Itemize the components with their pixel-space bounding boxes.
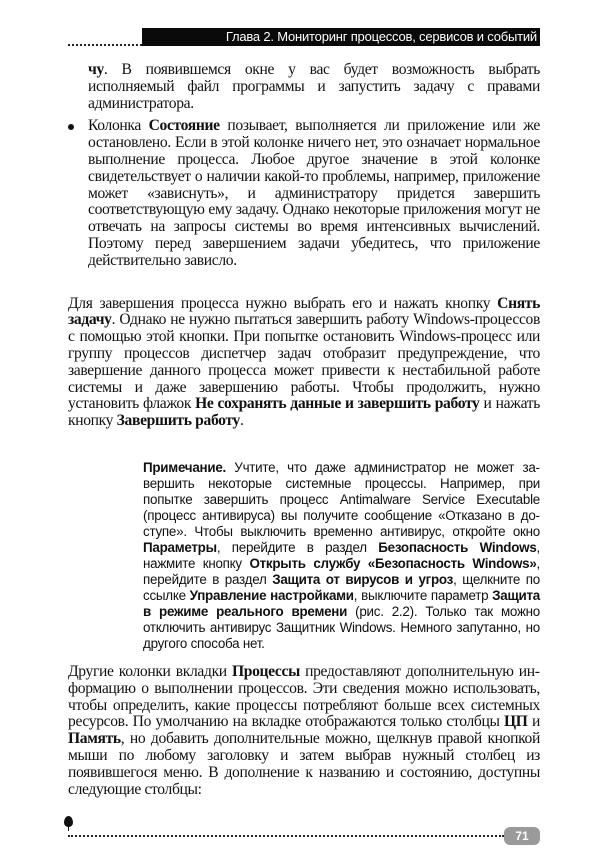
text-run: Колонка: [88, 117, 149, 135]
bold-term: Не сохранять данные и завершить работу: [195, 395, 480, 413]
bold-term: Примечание.: [143, 459, 227, 475]
text-run: , но добавить дополнительные можно, щелкнув правой кнопкой мыши по любому заголовку и затем выбрав нужный столбец из появившегося меню. В дополнение к названию и состоянию, доступны следующие столбцы:: [68, 730, 540, 798]
note-block: [143, 460, 540, 652]
text-run: , нажмите кнопку: [143, 539, 541, 571]
bold-term: Параметры: [143, 539, 217, 555]
text-run: . В появившемся окне у вас будет возможность выбрать исполняемый файл программы и запустить задачу с правами администратора.: [88, 61, 540, 112]
bullet-item: [68, 118, 540, 269]
bold-term: Открыть службу «Безопасность Windows»: [249, 555, 537, 571]
text-run: . Однако не нужно пытаться завершить работу Windows-процессов с помощью этой кнопки. При попытке остановить Windows-процесс или группу процессов диспетчер задач отобразит предупреждение, что завершение данного процесса может привести к нестабильной работе системы и даже завершению работы. Чтобы продолжить, нужно установить флажок: [68, 311, 540, 413]
bold-term: Защита в режиме реального времени: [143, 587, 540, 619]
text-run: Другие колонки вкладки: [68, 662, 232, 680]
text-run: и: [527, 713, 540, 731]
bold-term: Снять задачу: [68, 294, 540, 329]
bold-term: чу: [88, 61, 104, 78]
text-run: , перейдите в раздел: [216, 539, 379, 555]
paragraph-end-task: [68, 296, 540, 430]
header-dotted-rule: [68, 44, 142, 46]
bullet-icon: [68, 124, 74, 130]
bold-term: Управление настройками: [189, 587, 354, 603]
text-run: .: [239, 412, 244, 430]
text-run: предоставляют дополнительную информацию о выполнении процессов. Эти сведения можно использовать, чтобы определить, какие процессы потребляют больше всех системных ресурсов. По умолчанию на вкладке отображаются только столбцы: [68, 662, 540, 731]
footer-area: [0, 812, 600, 852]
text-run: (рис. 2.2). Только так можно отключить антивирус Защитник Windows. Немного запутанно, но другого способа нет.: [143, 603, 540, 651]
text-run: , перейдите в раздел: [143, 555, 541, 587]
page-body: [0, 48, 600, 798]
running-title: Глава 2. Мониторинг процессов, сервисов и событий: [225, 29, 537, 44]
bold-term: Состояние: [148, 117, 220, 135]
text-run: Учтите, что даже администратор не может завершить некоторые системные процессы. Например, при попытке завершить процесс Antimalware Service Executable (процесс антивируса) вы получите сообщение «Отказано в доступе». Чтобы выключить временно антивирус, откройте окно: [143, 459, 540, 539]
bold-term: Безопасность Windows: [378, 539, 537, 555]
text-run: , выключите параметр: [353, 587, 493, 603]
bold-term: Защита от вирусов и угроз: [272, 571, 454, 587]
text-run: и нажать кнопку: [68, 395, 540, 430]
bullet-item-status-column: [88, 118, 540, 269]
running-header: [142, 28, 540, 46]
text-run: позывает, выполняется ли приложение или же остановлено. Если в этой колонке ничего нет, это означает нормальное выполнение процесса. Любое другое значение в этой колонке свидетельствует о наличии какой-то проблемы, например, приложение может «зависнуть», и администратору придется завершить соответствующую ему задачу. Однако некоторые приложения могут не отвечать на запросы системы во время интенсивных вычислений. Поэтому перед завершением задачи убедитесь, что приложение действительно зависло.: [88, 117, 540, 269]
footer-dotted-rule: [68, 835, 504, 837]
text-run: , щелкните по ссылке: [143, 571, 540, 603]
bold-term: Завершить работу: [116, 412, 240, 430]
page-number: 71: [504, 827, 540, 845]
bold-term: ЦП: [504, 713, 528, 731]
text-run: Для завершения процесса нужно выбрать его и нажать кнопку: [68, 294, 498, 312]
bold-term: Память: [68, 730, 121, 748]
header-area: [0, 0, 600, 48]
paragraph-continuation: [88, 62, 540, 112]
bold-term: Процессы: [231, 662, 300, 680]
paragraph-other-columns: [68, 664, 540, 798]
footer-marker-icon: [64, 816, 73, 827]
